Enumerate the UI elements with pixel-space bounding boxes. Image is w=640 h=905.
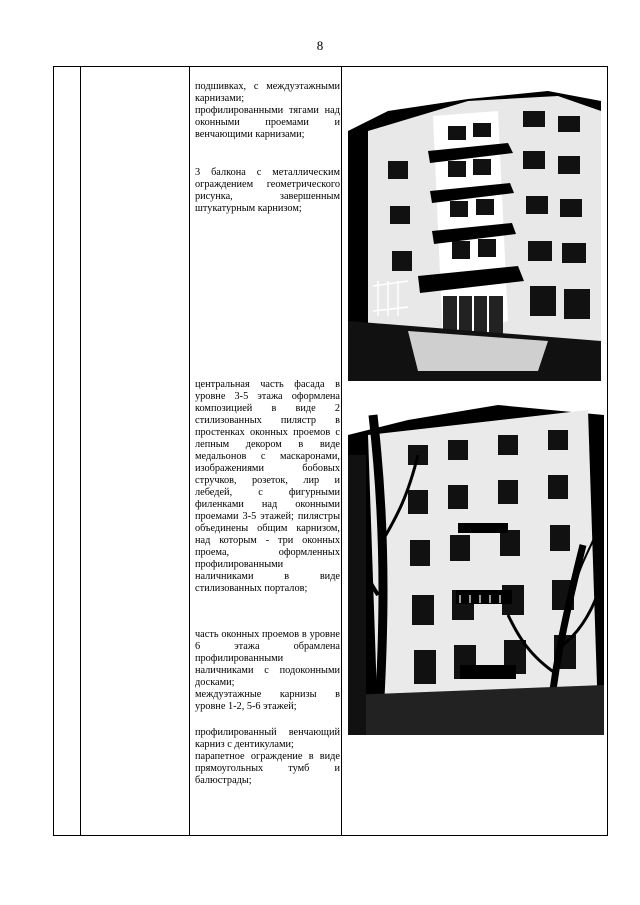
text-block-balconies xyxy=(195,167,340,215)
facade-photo-balconies xyxy=(348,71,601,381)
page-number: 8 xyxy=(316,38,324,53)
text-line: междуэтажные карнизы в уровне 1-2, 5-6 этажей; xyxy=(195,689,340,712)
text-block-cornices xyxy=(195,81,340,141)
text-line: часть оконных проемов в уровне 6 этажа обрамлена профилированными наличниками с подоконными досками; xyxy=(195,629,340,688)
column-divider-3 xyxy=(341,67,342,835)
text-block-crowning-cornice xyxy=(195,727,340,787)
text-block-window-openings xyxy=(195,629,340,713)
text-line: профилированный венчающий карниз с дентикулами; xyxy=(195,727,340,750)
column-divider-2 xyxy=(189,67,190,835)
text-line: центральная часть фасада в уровне 3-5 этажа оформлена композицией в виде 2 стилизованных пилястр в простенках оконных проемов с лепным декором в виде медальонов с маскаронами, изображениями бобовых стручков, розеток, лир и лебедей, с фигурными филенками над оконными проемами 3-5 этажей; пилястры объединены общим карнизом, над которым - три оконных проема, оформленных профилированными наличниками в виде стилизованных порталов; xyxy=(195,379,340,594)
column-divider-1 xyxy=(80,67,81,835)
text-line: парапетное ограждение в виде прямоугольных тумб и балюстрады; xyxy=(195,751,340,786)
text-line: 3 балкона с металлическим ограждением геометрического рисунка, завершенным штукатурным карнизом; xyxy=(195,167,340,214)
monument-description-table xyxy=(53,66,608,836)
text-block-central-facade xyxy=(195,379,340,595)
text-line: подшивках, с междуэтажными карнизами; xyxy=(195,81,340,104)
facade-photo-central-part xyxy=(348,395,604,735)
text-line: профилированными тягами над оконными проемами и венчающими карнизами; xyxy=(195,105,340,140)
